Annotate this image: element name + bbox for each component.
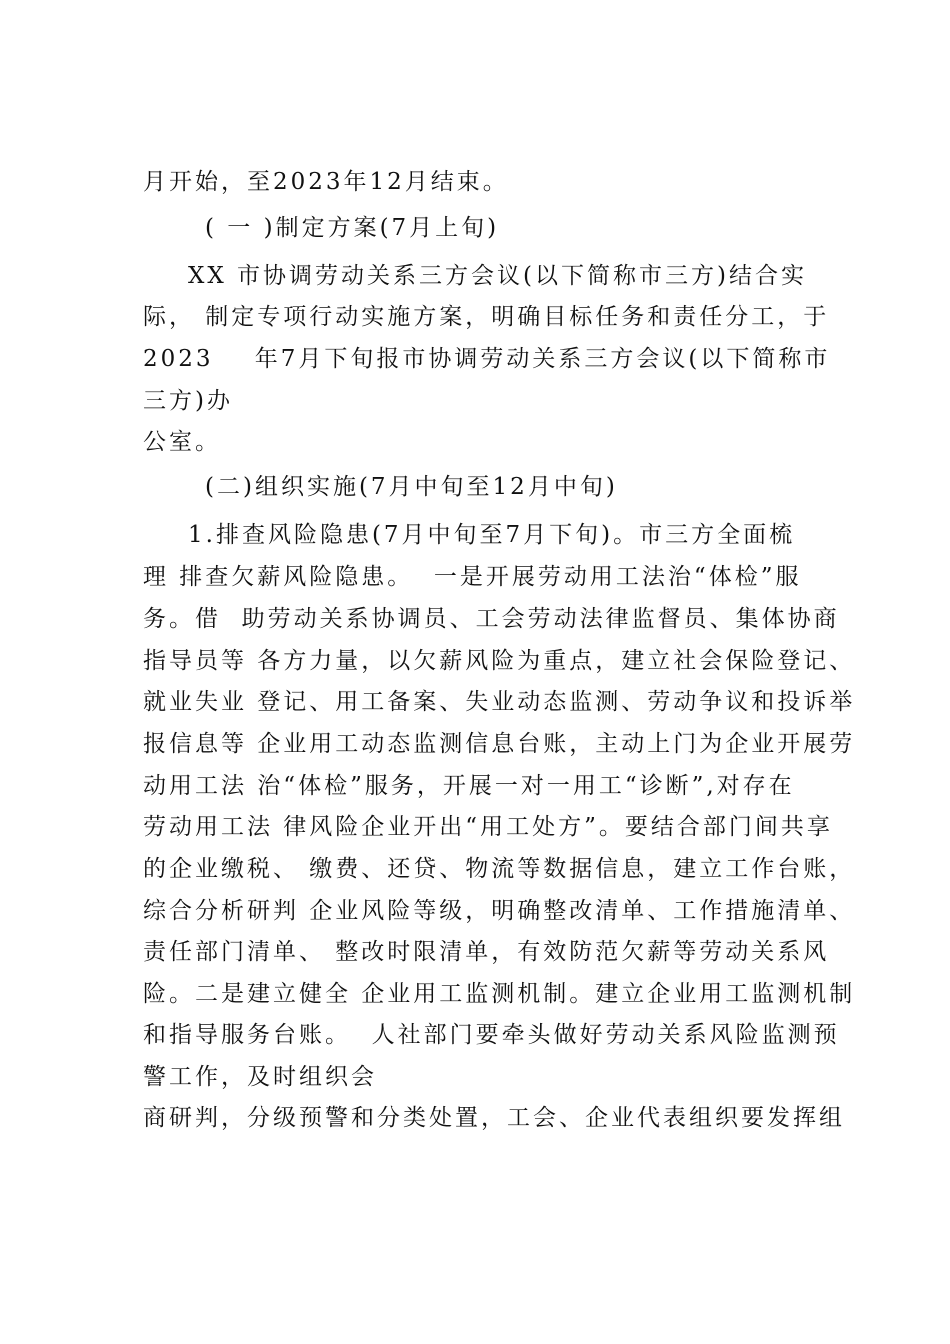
- text-line: 际， 制定专项行动实施方案，明确目标任务和责任分工，于: [143, 304, 830, 330]
- text-line: 劳动用工法 律风险企业开出“用工处方”。要结合部门间共享: [143, 814, 833, 840]
- text-line: 综合分析研判 企业风险等级，明确整改清单、工作措施清单、: [143, 898, 856, 924]
- text-line: 公室。: [143, 429, 221, 455]
- text-line: 责任部门清单、 整改时限清单，有效防范欠薪等劳动关系风: [143, 939, 830, 965]
- section-heading-1: ( 一 )制定方案(7月上旬): [205, 215, 500, 241]
- text-line: 1.排查风险隐患(7月中旬至7月下旬)。市三方全面梳: [188, 522, 796, 548]
- text-line: 的企业缴税、 缴费、还贷、物流等数据信息，建立工作台账，: [143, 856, 856, 882]
- text-line: 指导员等 各方力量，以欠薪风险为重点，建立社会保险登记、: [143, 648, 856, 674]
- text-line: 险。二是建立健全 企业用工监测机制。建立企业用工监测机制: [143, 981, 856, 1007]
- text-line: 警工作，及时组织会: [143, 1064, 377, 1090]
- text-line: 动用工法 治“体检”服务，开展一对一用工“诊断”,对存在: [143, 773, 795, 799]
- text-line: 和指导服务台账。 人社部门要牵头做好劳动关系风险监测预: [143, 1022, 840, 1048]
- text-line: 务。借 助劳动关系协调员、工会劳动法律监督员、集体协商: [143, 606, 840, 632]
- text-line: 理 排查欠薪风险隐患。 一是开展劳动用工法治“体检”服: [143, 564, 802, 590]
- text-line: 就业失业 登记、用工备案、失业动态监测、劳动争议和投诉举: [143, 689, 856, 715]
- text-line: 商研判，分级预警和分类处置，工会、企业代表组织要发挥组: [143, 1105, 845, 1131]
- text-line: 2023 年7月下旬报市协调劳动关系三方会议(以下简称市: [143, 346, 831, 372]
- section-heading-2: (二)组织实施(7月中旬至12月中旬): [205, 474, 618, 500]
- text-line: 三方)办: [143, 388, 233, 414]
- text-line: XX 市协调劳动关系三方会议(以下简称市三方)结合实: [188, 263, 808, 289]
- text-line: 月开始，至2023年12月结束。: [143, 169, 509, 195]
- text-line: 报信息等 企业用工动态监测信息台账，主动上门为企业开展劳: [143, 731, 856, 757]
